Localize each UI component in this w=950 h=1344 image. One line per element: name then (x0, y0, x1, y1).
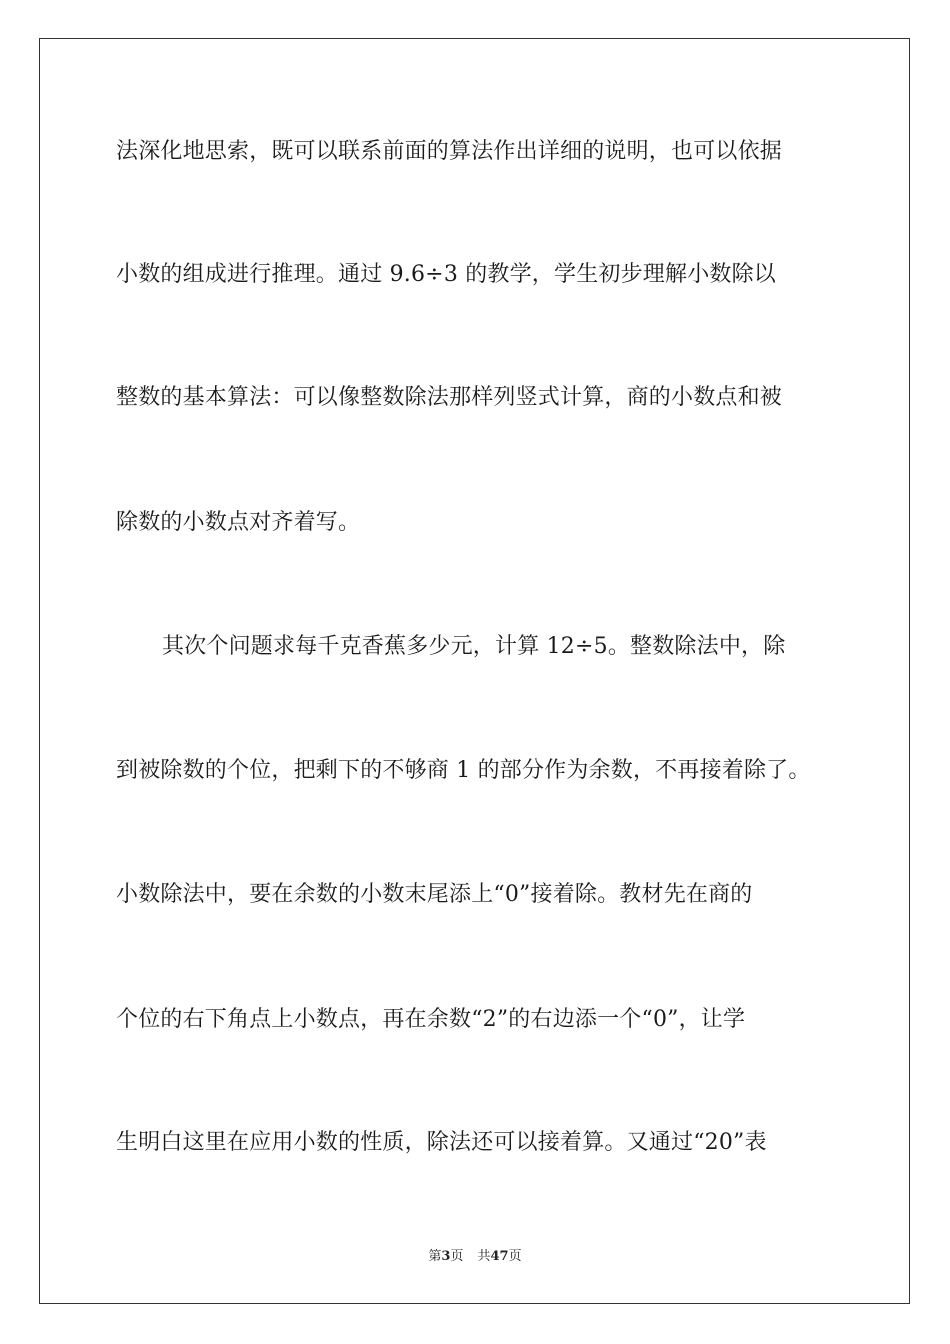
paragraph-line-1: 法深化地思索，既可以联系前面的算法作出详细的说明，也可以依据 (116, 139, 783, 164)
paragraph-line-9: 生明白这里在应用小数的性质，除法还可以接着算。又通过“20”表 (116, 1130, 767, 1155)
footer-page-prefix: 第 (428, 1249, 442, 1264)
paragraph-line-7: 小数除法中，要在余数的小数末尾添上“0”接着除。教材先在商的 (116, 882, 753, 907)
paragraph-line-8: 个位的右下角点上小数点，再在余数“2”的右边添一个“0”，让学 (116, 1007, 746, 1032)
page-border (39, 38, 910, 1304)
footer-page-number: 3 (441, 1249, 451, 1264)
paragraph-line-5: 其次个问题求每千克香蕉多少元，计算 12÷5。整数除法中，除 (162, 634, 786, 659)
footer-total-number: 47 (490, 1249, 509, 1264)
paragraph-line-3: 整数的基本算法：可以像整数除法那样列竖式计算，商的小数点和被 (116, 385, 783, 410)
footer-total-suffix: 页 (508, 1249, 522, 1264)
paragraph-line-4: 除数的小数点对齐着写。 (116, 510, 361, 535)
footer-page-suffix: 页 (450, 1249, 464, 1264)
paragraph-line-2: 小数的组成进行推理。通过 9.6÷3 的教学，学生初步理解小数除以 (116, 262, 777, 287)
page-footer (0, 1249, 950, 1265)
footer-total-prefix: 共 (477, 1249, 491, 1264)
paragraph-line-6: 到被除数的个位，把剩下的不够商 1 的部分作为余数，不再接着除了。 (116, 758, 811, 783)
